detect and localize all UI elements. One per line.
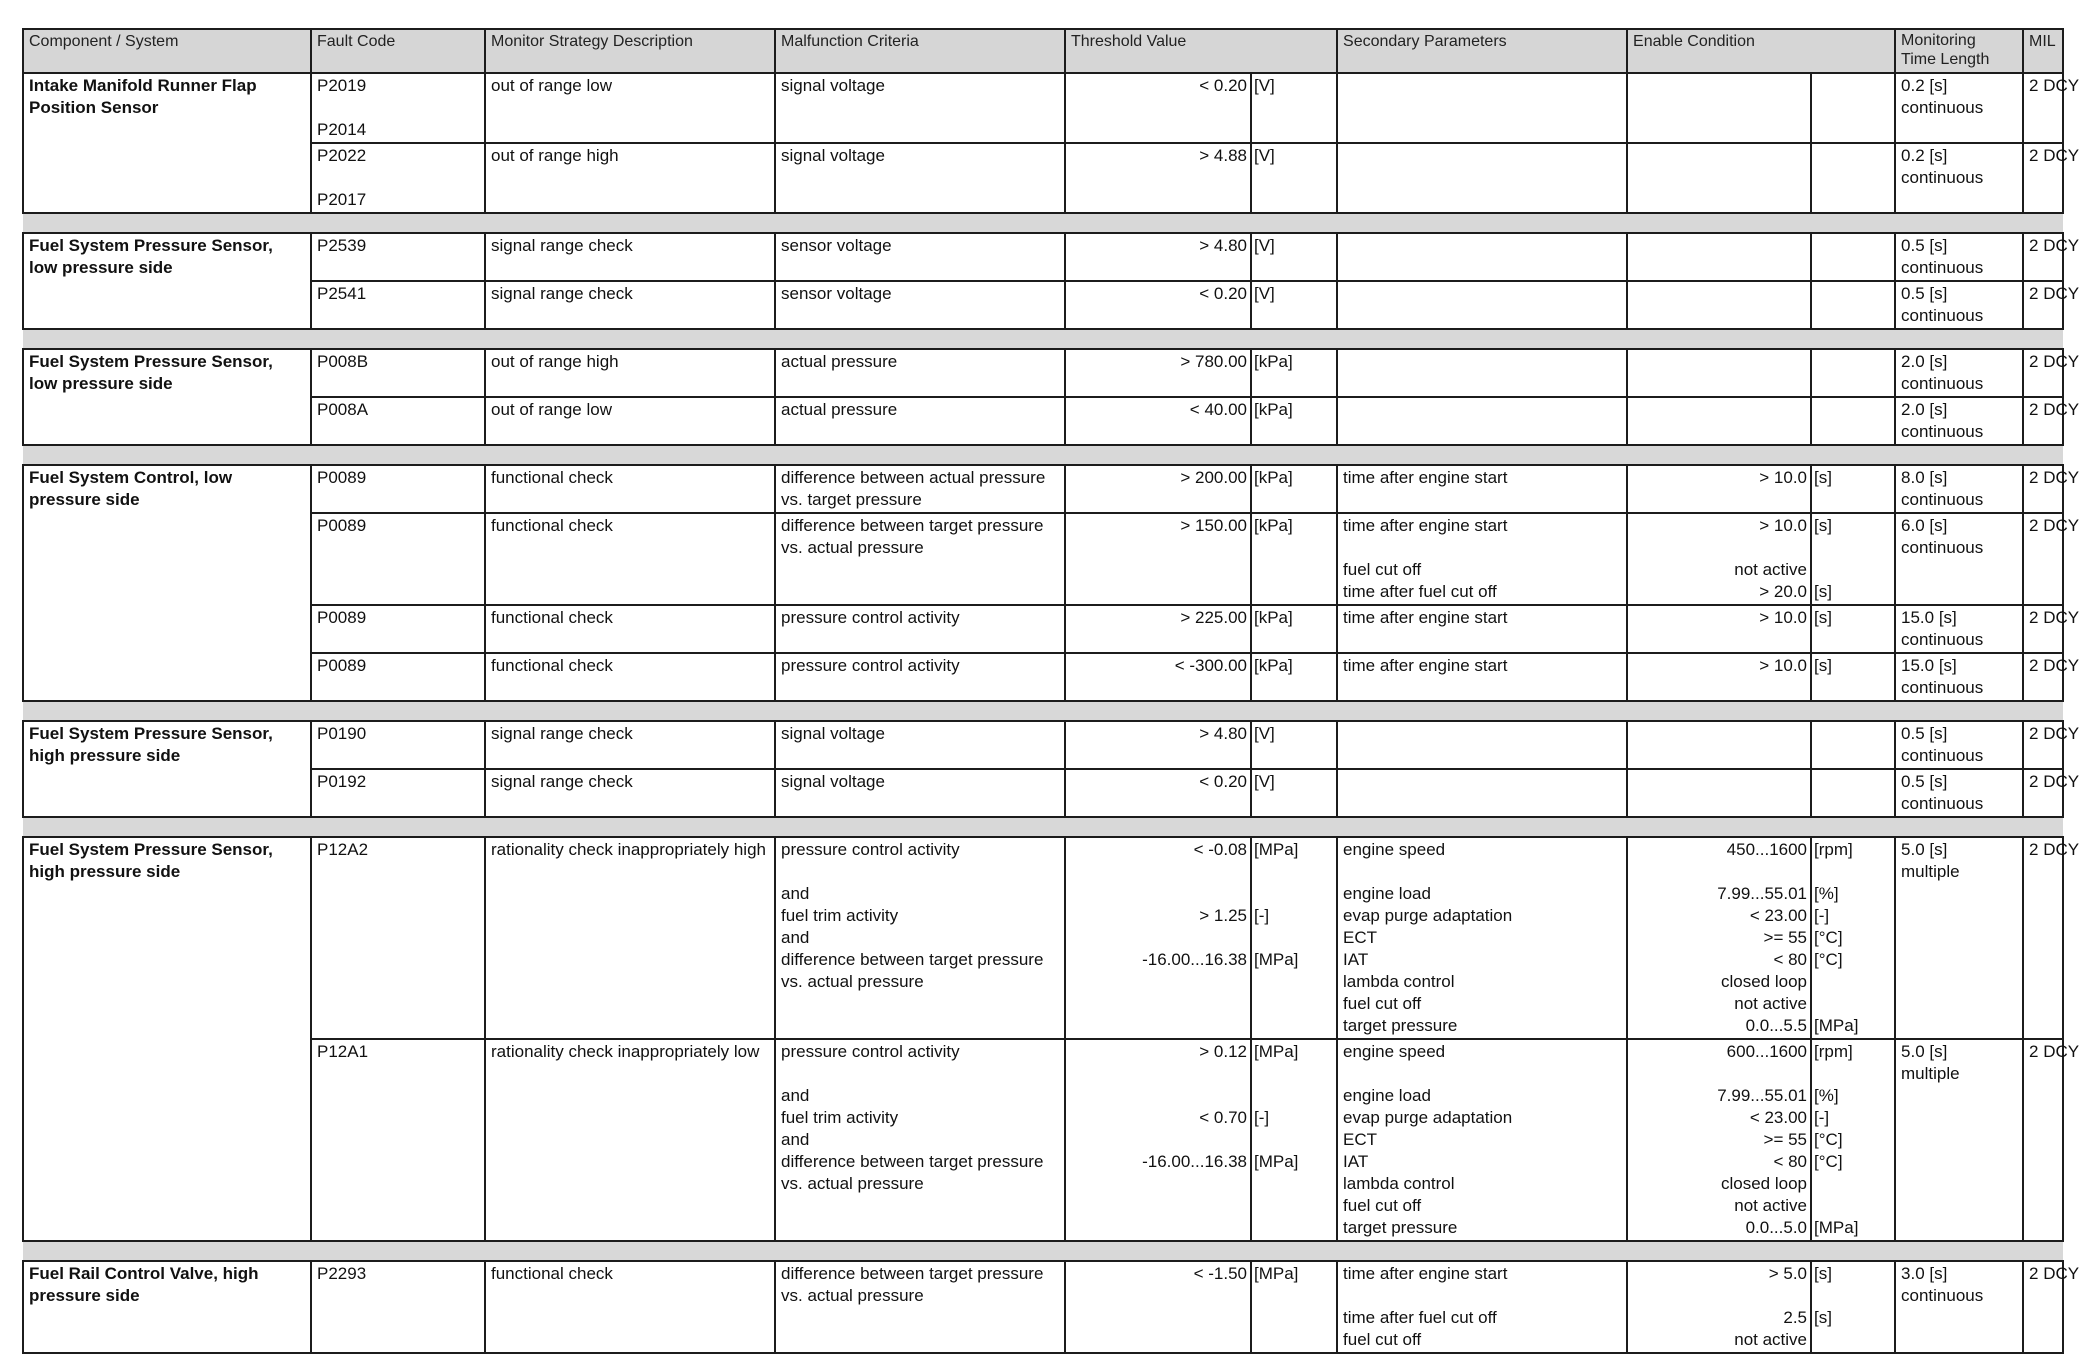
header-enable: Enable Condition [1627, 29, 1895, 73]
fault-code: P2293 [311, 1261, 485, 1353]
enable-unit: [s] [s] [1811, 1261, 1895, 1353]
table-row [23, 465, 2063, 513]
strategy: functional check [485, 513, 775, 605]
strategy: functional check [485, 605, 775, 653]
monitoring-time: 0.5 [s] continuous [1895, 769, 2023, 817]
secondary-params [1337, 769, 1627, 817]
monitoring-time: 2.0 [s] continuous [1895, 397, 2023, 445]
table-header-row [23, 29, 2063, 73]
enable-value [1627, 349, 1811, 397]
criteria: pressure control activity and fuel trim activity and difference between target pressure vs. actual pressure [775, 837, 1065, 1039]
mil-illum: 2 DCY [2023, 349, 2063, 397]
criteria: sensor voltage [775, 233, 1065, 281]
table-row [23, 281, 2063, 329]
component-name: Intake Manifold Runner Flap Position Sensor [23, 73, 311, 213]
threshold-unit: [V] [1251, 233, 1337, 281]
enable-value: 600...1600 7.99...55.01 < 23.00 >= 55 < 80 closed loop not active 0.0...5.0 [1627, 1039, 1811, 1241]
criteria: difference between target pressure vs. actual pressure [775, 513, 1065, 605]
table-row [23, 653, 2063, 701]
table-row [23, 605, 2063, 653]
enable-value: > 10.0 [1627, 653, 1811, 701]
enable-value: > 10.0 [1627, 465, 1811, 513]
threshold-unit: [kPa] [1251, 513, 1337, 605]
threshold-unit: [V] [1251, 721, 1337, 769]
secondary-params [1337, 233, 1627, 281]
fault-code: P2541 [311, 281, 485, 329]
threshold-unit: [kPa] [1251, 397, 1337, 445]
component-name: Fuel System Pressure Sensor, low pressure side [23, 233, 311, 329]
mil-illum: 2 DCY [2023, 397, 2063, 445]
strategy: out of range high [485, 143, 775, 213]
strategy: signal range check [485, 233, 775, 281]
enable-unit [1811, 397, 1895, 445]
enable-value: 450...1600 7.99...55.01 < 23.00 >= 55 < 80 closed loop not active 0.0...5.5 [1627, 837, 1811, 1039]
criteria: signal voltage [775, 143, 1065, 213]
group-separator [23, 817, 2063, 837]
group-separator [23, 213, 2063, 233]
threshold-unit: [MPa] [-] [MPa] [1251, 837, 1337, 1039]
criteria: actual pressure [775, 397, 1065, 445]
secondary-params: engine speed engine load evap purge adaptation ECT IAT lambda control fuel cut off target pressure [1337, 1039, 1627, 1241]
fault-code: P0089 [311, 653, 485, 701]
enable-unit [1811, 769, 1895, 817]
monitoring-time: 2.0 [s] continuous [1895, 349, 2023, 397]
secondary-params [1337, 73, 1627, 143]
mil-illum: 2 DCY [2023, 1261, 2063, 1353]
fault-code: P12A1 [311, 1039, 485, 1241]
strategy: signal range check [485, 769, 775, 817]
criteria: pressure control activity [775, 605, 1065, 653]
fault-code: P0190 [311, 721, 485, 769]
table-row [23, 349, 2063, 397]
fault-code: P008B [311, 349, 485, 397]
table-row [23, 73, 2063, 143]
secondary-params: time after engine start [1337, 653, 1627, 701]
header-strategy: Monitor Strategy Description [485, 29, 775, 73]
fault-code [311, 73, 485, 143]
component-name: Fuel System Control, low pressure side [23, 465, 311, 701]
enable-value [1627, 233, 1811, 281]
fault-code: P0089 [311, 605, 485, 653]
mil-illum: 2 DCY [2023, 1039, 2063, 1241]
header-mil: MIL [2023, 29, 2063, 73]
threshold-unit: [V] [1251, 73, 1337, 143]
secondary-params [1337, 397, 1627, 445]
criteria: actual pressure [775, 349, 1065, 397]
fault-code: P0192 [311, 769, 485, 817]
fault-code: P008A [311, 397, 485, 445]
table-row [23, 769, 2063, 817]
monitoring-time: 0.2 [s] continuous [1895, 143, 2023, 213]
strategy: out of range high [485, 349, 775, 397]
component-name: Fuel System Pressure Sensor, high pressure side [23, 721, 311, 817]
monitoring-time: 8.0 [s] continuous [1895, 465, 2023, 513]
table-row [23, 837, 2063, 1039]
mil-illum: 2 DCY [2023, 281, 2063, 329]
monitoring-time: 0.5 [s] continuous [1895, 281, 2023, 329]
mil-illum: 2 DCY [2023, 653, 2063, 701]
threshold-unit: [MPa] [-] [MPa] [1251, 1039, 1337, 1241]
threshold-value: < 0.20 [1065, 769, 1251, 817]
secondary-params [1337, 143, 1627, 213]
criteria: signal voltage [775, 721, 1065, 769]
criteria: difference between actual pressure vs. target pressure [775, 465, 1065, 513]
fault-code-secondary: P2017 [317, 190, 367, 209]
strategy: signal range check [485, 721, 775, 769]
criteria: signal voltage [775, 73, 1065, 143]
secondary-params [1337, 349, 1627, 397]
threshold-value: < -300.00 [1065, 653, 1251, 701]
secondary-params [1337, 281, 1627, 329]
header-component: Component / System [23, 29, 311, 73]
secondary-params [1337, 721, 1627, 769]
fault-code-table [22, 28, 2079, 1354]
component-name: Fuel Rail Control Valve, high pressure side [23, 1261, 311, 1353]
enable-value [1627, 143, 1811, 213]
enable-value [1627, 721, 1811, 769]
enable-value: > 10.0 not active > 20.0 [1627, 513, 1811, 605]
threshold-unit: [V] [1251, 281, 1337, 329]
group-separator [23, 1241, 2063, 1261]
mil-illum: 2 DCY [2023, 769, 2063, 817]
header-secondary: Secondary Parameters [1337, 29, 1627, 73]
threshold-value: > 4.88 [1065, 143, 1251, 213]
monitoring-time: 3.0 [s] continuous [1895, 1261, 2023, 1353]
threshold-value: < 40.00 [1065, 397, 1251, 445]
threshold-value: > 225.00 [1065, 605, 1251, 653]
header-threshold: Threshold Value [1065, 29, 1337, 73]
strategy: out of range low [485, 397, 775, 445]
monitoring-time: 6.0 [s] continuous [1895, 513, 2023, 605]
fault-code-secondary: P2014 [317, 120, 367, 139]
threshold-value: > 4.80 [1065, 721, 1251, 769]
strategy: functional check [485, 465, 775, 513]
mil-illum: 2 DCY [2023, 837, 2063, 1039]
enable-unit [1811, 721, 1895, 769]
header-time: Monitoring Time Length [1895, 29, 2023, 73]
enable-value [1627, 397, 1811, 445]
enable-value: > 5.0 2.5 not active [1627, 1261, 1811, 1353]
header-fault-code: Fault Code [311, 29, 485, 73]
secondary-params: time after engine start fuel cut off time after fuel cut off [1337, 513, 1627, 605]
threshold-value: < 0.20 [1065, 73, 1251, 143]
threshold-value: < -1.50 [1065, 1261, 1251, 1353]
table-row [23, 143, 2063, 213]
threshold-value: > 200.00 [1065, 465, 1251, 513]
strategy: functional check [485, 1261, 775, 1353]
component-name: Fuel System Pressure Sensor, low pressure side [23, 349, 311, 445]
threshold-unit: [kPa] [1251, 653, 1337, 701]
enable-unit [1811, 281, 1895, 329]
enable-unit: [rpm] [%] [-] [°C] [°C] [MPa] [1811, 837, 1895, 1039]
fault-code-primary: P2022 [317, 146, 367, 165]
strategy: functional check [485, 653, 775, 701]
mil-illum: 2 DCY [2023, 513, 2063, 605]
fault-code: P2539 [311, 233, 485, 281]
enable-value [1627, 769, 1811, 817]
enable-unit: [rpm] [%] [-] [°C] [°C] [MPa] [1811, 1039, 1895, 1241]
criteria: signal voltage [775, 769, 1065, 817]
threshold-unit: [kPa] [1251, 465, 1337, 513]
mil-illum: 2 DCY [2023, 233, 2063, 281]
group-separator [23, 445, 2063, 465]
enable-unit: [s] [1811, 653, 1895, 701]
mil-illum: 2 DCY [2023, 465, 2063, 513]
criteria: pressure control activity and fuel trim activity and difference between target pressure vs. actual pressure [775, 1039, 1065, 1241]
enable-unit [1811, 73, 1895, 143]
table-row [23, 1261, 2063, 1353]
enable-value [1627, 281, 1811, 329]
monitoring-time: 15.0 [s] continuous [1895, 605, 2023, 653]
monitoring-time: 0.5 [s] continuous [1895, 233, 2023, 281]
threshold-unit: [MPa] [1251, 1261, 1337, 1353]
threshold-value: < -0.08 > 1.25 -16.00...16.38 [1065, 837, 1251, 1039]
monitoring-time: 15.0 [s] continuous [1895, 653, 2023, 701]
table-row [23, 233, 2063, 281]
enable-unit: [s] [1811, 465, 1895, 513]
mil-illum: 2 DCY [2023, 73, 2063, 143]
fault-code: P0089 [311, 513, 485, 605]
threshold-unit: [V] [1251, 143, 1337, 213]
strategy: out of range low [485, 73, 775, 143]
table-row [23, 721, 2063, 769]
threshold-value: > 0.12 < 0.70 -16.00...16.38 [1065, 1039, 1251, 1241]
threshold-value: > 4.80 [1065, 233, 1251, 281]
threshold-value: > 150.00 [1065, 513, 1251, 605]
enable-value [1627, 73, 1811, 143]
secondary-params: engine speed engine load evap purge adaptation ECT IAT lambda control fuel cut off target pressure [1337, 837, 1627, 1039]
mil-illum: 2 DCY [2023, 721, 2063, 769]
criteria: sensor voltage [775, 281, 1065, 329]
fault-code [311, 143, 485, 213]
secondary-params: time after engine start [1337, 605, 1627, 653]
enable-unit [1811, 143, 1895, 213]
enable-unit: [s] [s] [1811, 513, 1895, 605]
criteria: difference between target pressure vs. actual pressure [775, 1261, 1065, 1353]
enable-unit [1811, 233, 1895, 281]
fault-code-primary: P2019 [317, 76, 367, 95]
enable-unit: [s] [1811, 605, 1895, 653]
enable-unit [1811, 349, 1895, 397]
component-name: Fuel System Pressure Sensor, high pressure side [23, 837, 311, 1241]
fault-code: P0089 [311, 465, 485, 513]
fault-code: P12A2 [311, 837, 485, 1039]
mil-illum: 2 DCY [2023, 605, 2063, 653]
strategy: signal range check [485, 281, 775, 329]
group-separator [23, 701, 2063, 721]
strategy: rationality check inappropriately low [485, 1039, 775, 1241]
threshold-value: > 780.00 [1065, 349, 1251, 397]
enable-value: > 10.0 [1627, 605, 1811, 653]
threshold-unit: [V] [1251, 769, 1337, 817]
threshold-unit: [kPa] [1251, 605, 1337, 653]
monitoring-time: 5.0 [s] multiple [1895, 837, 2023, 1039]
threshold-unit: [kPa] [1251, 349, 1337, 397]
secondary-params: time after engine start time after fuel cut off fuel cut off [1337, 1261, 1627, 1353]
monitoring-time: 5.0 [s] multiple [1895, 1039, 2023, 1241]
strategy: rationality check inappropriately high [485, 837, 775, 1039]
monitoring-time: 0.2 [s] continuous [1895, 73, 2023, 143]
monitoring-time: 0.5 [s] continuous [1895, 721, 2023, 769]
secondary-params: time after engine start [1337, 465, 1627, 513]
threshold-value: < 0.20 [1065, 281, 1251, 329]
header-criteria: Malfunction Criteria [775, 29, 1065, 73]
table-row [23, 513, 2063, 605]
group-separator [23, 329, 2063, 349]
table-row [23, 1039, 2063, 1241]
table-row [23, 397, 2063, 445]
mil-illum: 2 DCY [2023, 143, 2063, 213]
criteria: pressure control activity [775, 653, 1065, 701]
